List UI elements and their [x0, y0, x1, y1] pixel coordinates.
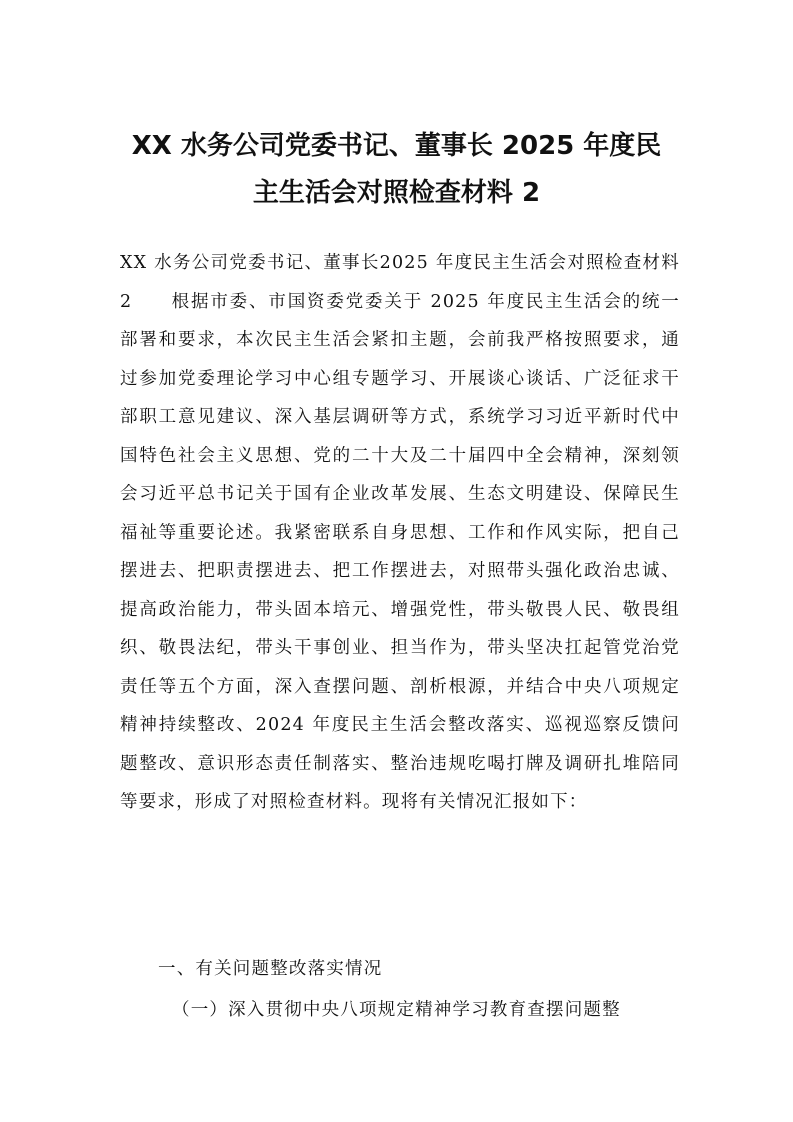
- document-title-line-2: 主生活会对照检查材料 2: [252, 178, 541, 208]
- body-paragraph: XX 水务公司党委书记、董事长2025 年度民主生活会对照检查材料 2 根据市委、市国资委党委关于 2025 年度民主生活会的统一部署和要求，本次民主生活会紧扣主题，会前我严格按照要求，通过参加党委理论学习中心组专题学习、开展谈心谈话、广泛征求干部职工意见建议、深入基层调研等方式，系统学习习近平新时代中国特色社会主义思想、党的二十大及二十届四中全会精神，深刻领会习近平总书记关于国有企业改革发展、生态文明建设、保障民生福祉等重要论述。我紧密联系自身思想、工作和作风实际，把自己摆进去、把职责摆进去、把工作摆进去，对照带头强化政治忠诚、提高政治能力，带头固本培元、增强党性，带头敬畏人民、敬畏组织、敬畏法纪，带头干事创业、担当作为，带头坚决扛起管党治党责任等五个方面，深入查摆问题、剖析根源，并结合中央八项规定精神持续整改、2024 年度民主生活会整改落实、巡视巡察反馈问题整改、意识形态责任制落实、整治违规吃喝打牌及调研扎堆陪同等要求，形成了对照检查材料。现将有关情况汇报如下：: [120, 253, 680, 812]
- section-heading-1: 一、有关问题整改落实情况: [158, 959, 383, 979]
- document-title-line-1: XX 水务公司党委书记、董事长 2025 年度民: [131, 131, 662, 161]
- section-heading-2: （一）深入贯彻中央八项规定精神学习教育查摆问题整: [172, 1000, 621, 1020]
